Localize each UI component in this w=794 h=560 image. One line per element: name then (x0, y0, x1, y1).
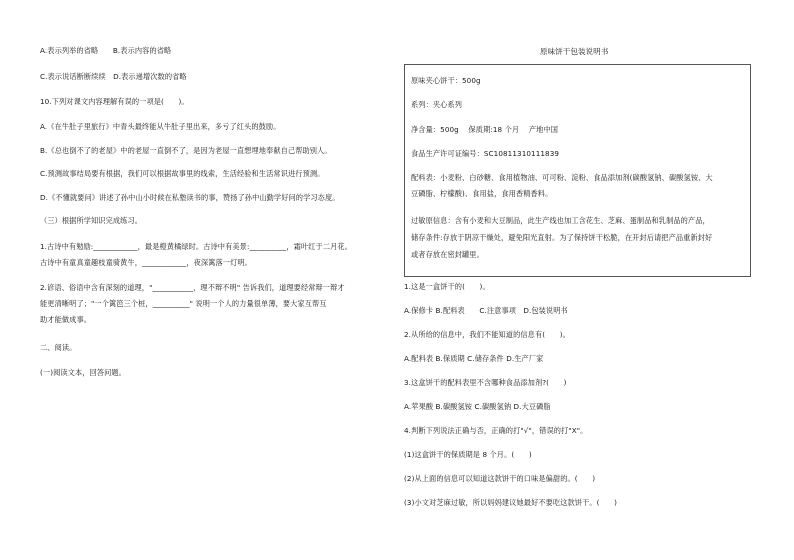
net-content: 净含量：500g 保质期:18 个月 产地中国 (411, 125, 559, 134)
question-2-options: A.配料表 B.保质期 C.储存条件 D.生产厂家 (404, 354, 544, 363)
option-line-c-d: C.表示说话断断续续 D.表示递增次数的省略 (40, 72, 187, 81)
question-3: 3.这盒饼干的配料表里不含哪种食品添加剂?( ) (404, 378, 567, 387)
q10-option-a: A.《在牛肚子里旅行》中青头最终能从牛肚子里出来，多亏了红头的鼓励。 (40, 122, 281, 131)
ingredients-line-1: 配料表：小麦粉、白砂糖、食用植物油、可可粉、淀粉、食品添加剂(碳酸氢钠、碳酸氢铵、大 (411, 173, 713, 182)
q10-option-b: B.《总也倒不了的老屋》中的老屋一直倒不了，是因为老屋一直想埋地奉献自己帮助别人。 (40, 146, 332, 155)
question-1-options: A.保修卡 B.配料表 C.注意事项 D.包装说明书 (404, 306, 568, 315)
proverb-question-line-1: 2.谚语、俗语中含有深刻的道理，"___________，理不辩不明" 告诉我们，道理要经常辩一辩才 (40, 283, 345, 292)
product-name: 原味夹心饼干：500g (411, 76, 481, 85)
product-series: 系列：夹心系列 (411, 100, 463, 109)
judgement-3: (3)小文对芝麻过敏，所以妈妈建议她最好不要吃这款饼干。( ) (404, 498, 618, 507)
poem-question-line-1: 1.古诗中有勉励:____________，最是橙黄橘绿时。古诗中有美景:__________，霜叶红于二月花。 (40, 242, 352, 251)
q10-option-c: C.预测故事结局要有根据，我们可以根据故事里的线索，生活经验和生活常识进行预测。 (40, 169, 325, 178)
document-title: 原味饼干包装说明书 (540, 47, 609, 56)
question-10: 10.下列对课文内容理解有误的一项是( )。 (40, 97, 189, 106)
question-2: 2.从所给的信息中，我们不能知道的信息有( )。 (404, 330, 570, 339)
allergen-info: 过敏原信息：含有小麦和大豆制品，此生产线也加工含花生、芝麻、蛋制品和乳制品的产品， (411, 216, 710, 225)
question-1: 1.这是一盒饼干的( )。 (404, 282, 490, 291)
judgement-2: (2)从上面的信息可以知道这款饼干的口味是偏甜的。( ) (404, 474, 596, 483)
section-3-heading: （三）根据所学知识完成练习。 (40, 216, 143, 225)
packaging-info-box (404, 64, 751, 277)
proverb-question-line-3: 助才能做成事。 (40, 315, 92, 324)
proverb-question-line-2: 能更清晰明了；"一个篱笆三个桩，__________" 说明一个人的力量很单薄，要大家互帮互 (40, 299, 327, 308)
question-4: 4.判断下列说法正确与否，正确的打"√"，错误的打"X"。 (404, 426, 588, 435)
judgement-1: (1)这盒饼干的保质期是 8 个月。( ) (404, 450, 532, 459)
reading-instruction: (一)阅读文本，回答问题。 (40, 368, 126, 377)
section-reading-heading: 二、阅读。 (40, 343, 77, 352)
question-3-options: A.苹果酸 B.碳酸氢铵 C.碳酸氢钠 D.大豆磷脂 (404, 402, 551, 411)
ingredients-line-2: 豆磷脂、柠檬酸)、食用盐，食用香精香料。 (411, 189, 553, 198)
storage-condition: 储存条件:存放于阴凉干燥处，避免阳光直射。为了保持饼干松脆，在开封后请把产品重新封好 (411, 233, 713, 242)
storage-condition-cont: 或者存放在密封罐里。 (411, 250, 484, 259)
option-line-a-b: A.表示列举的省略 B.表示内容的省略 (40, 46, 172, 55)
license-number: 食品生产许可证编号：SC10811310111839 (411, 149, 560, 158)
q10-option-d: D.《不懂就要问》讲述了孙中山小时候在私塾读书的事，赞扬了孙中山勤学好问的学习态度。 (40, 193, 340, 202)
poem-question-line-2: 古诗中有童真童趣枝童骑黄牛，____________，夜深篱落一灯明。 (40, 258, 252, 267)
